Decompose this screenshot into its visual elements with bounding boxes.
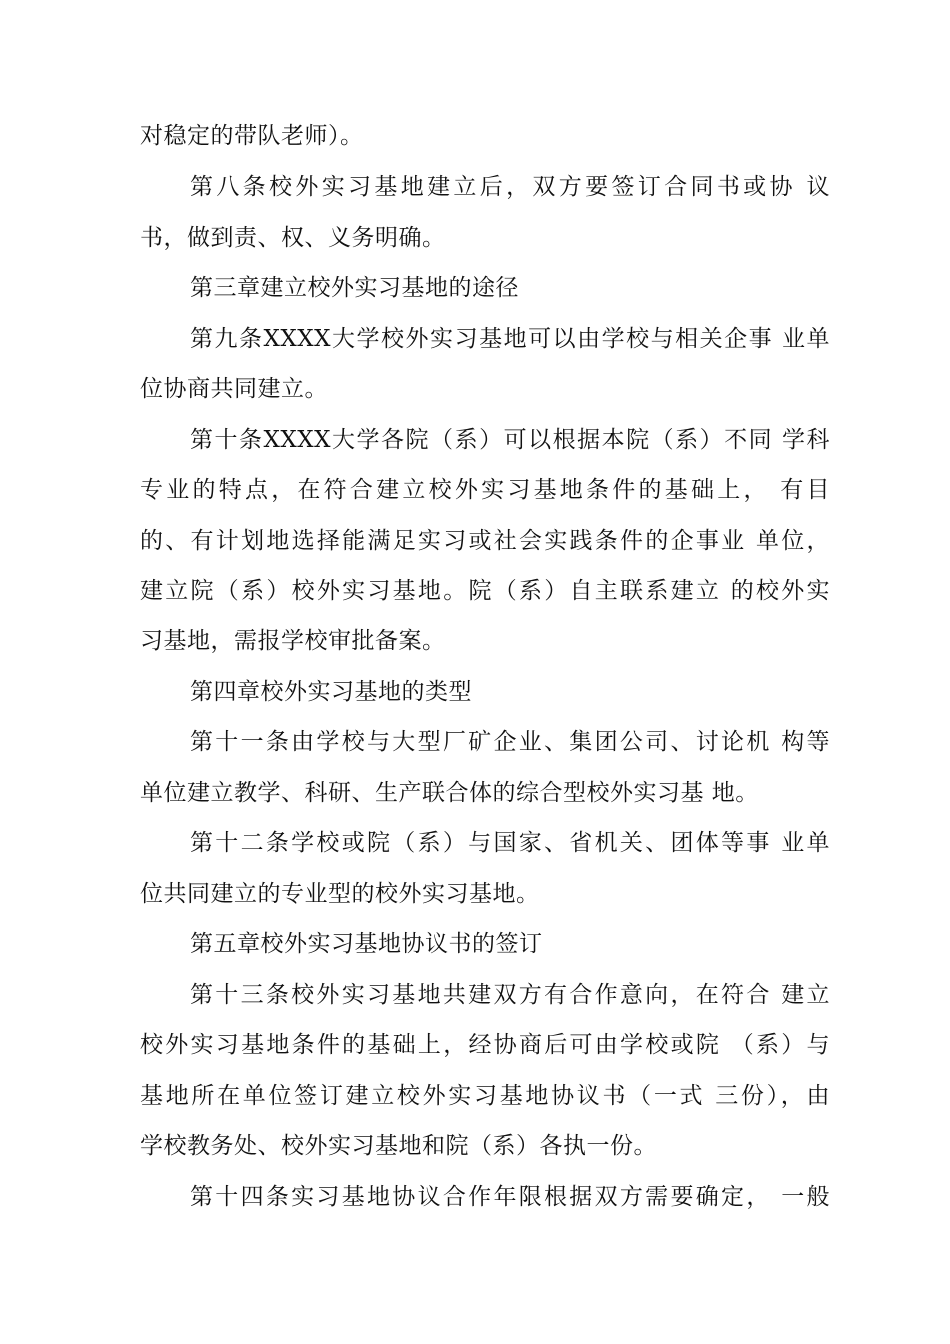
text-line-11: 习基地，需报学校审批备案。	[140, 628, 446, 654]
text-line-6: 位协商共同建立。	[140, 376, 328, 402]
text-line-7: 第十条XXXX大学各院（系）可以根据本院（系）不同 学科	[190, 427, 830, 453]
text-line-8: 专业的特点，在符合建立校外实习基地条件的基础上， 有目	[140, 477, 830, 503]
text-line-16: 位共同建立的专业型的校外实习基地。	[140, 881, 540, 907]
text-line-21: 学校教务处、校外实习基地和院（系）各执一份。	[140, 1133, 657, 1159]
text-line-22: 第十四条实习基地协议合作年限根据双方需要确定， 一般	[190, 1184, 830, 1210]
text-line-1: 对稳定的带队老师）。	[140, 123, 364, 149]
text-line-19: 校外实习基地条件的基础上，经协商后可由学校或院 （系）与	[140, 1032, 830, 1058]
text-line-3: 书，做到责、权、义务明确。	[140, 225, 446, 251]
text-line-2: 第八条校外实习基地建立后，双方要签订合同书或协 议	[190, 174, 830, 200]
text-line-14: 单位建立教学、科研、生产联合体的综合型校外实习基 地。	[140, 780, 759, 806]
chapter-heading-5: 第五章校外实习基地协议书的签订	[190, 931, 543, 957]
chapter-heading-4: 第四章校外实习基地的类型	[190, 679, 472, 705]
text-line-13: 第十一条由学校与大型厂矿企业、集团公司、讨论机 构等	[190, 729, 830, 755]
text-line-10: 建立院（系）校外实习基地。院（系）自主联系建立 的校外实	[140, 578, 830, 604]
chapter-heading-3: 第三章建立校外实习基地的途径	[190, 275, 519, 301]
text-line-20: 基地所在单位签订建立校外实习基地协议书（一式 三份），由	[140, 1083, 830, 1109]
text-line-18: 第十三条校外实习基地共建双方有合作意向，在符合 建立	[190, 982, 830, 1008]
text-line-5: 第九条XXXX大学校外实习基地可以由学校与相关企事 业单	[190, 326, 830, 352]
text-line-15: 第十二条学校或院（系）与国家、省机关、团体等事 业单	[190, 830, 830, 856]
text-line-9: 的、有计划地选择能满足实习或社会实践条件的企事业 单位，	[140, 528, 830, 554]
